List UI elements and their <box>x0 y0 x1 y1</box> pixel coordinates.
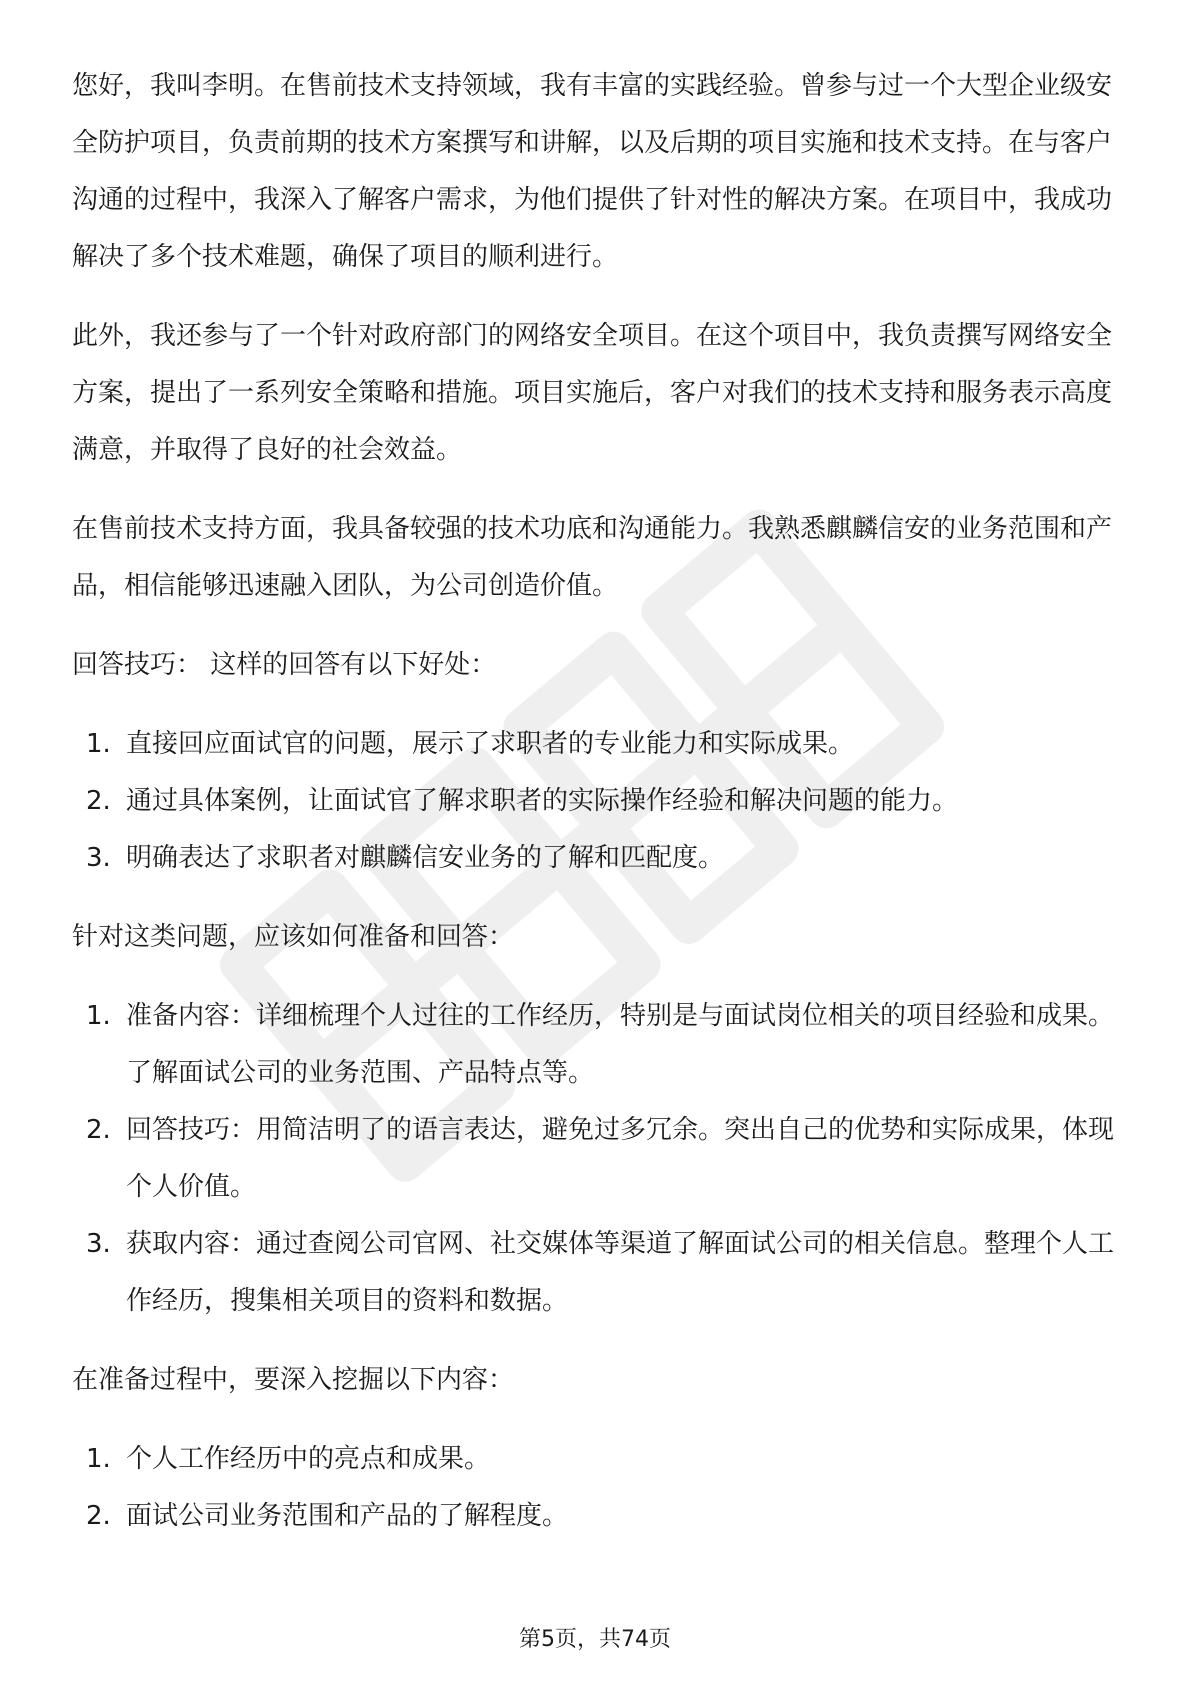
paragraph-3: 在售前技术支持方面，我具备较强的技术功底和沟通能力。我熟悉麒麟信安的业务范围和产品，相信能够迅速融入团队，为公司创造价值。 <box>72 514 1113 601</box>
list-number: 2. <box>86 786 111 816</box>
list-item-text: 个人工作经历中的亮点和成果。 <box>126 1444 491 1474</box>
list-item <box>72 1216 1122 1330</box>
list-item <box>72 1431 1122 1488</box>
list-item <box>72 830 1122 887</box>
paragraph-2: 此外，我还参与了一个针对政府部门的网络安全项目。在这个项目中，我负责撰写网络安全方案，提出了一系列安全策略和措施。项目实施后，客户对我们的技术支持和服务表示高度满意，并取得了良好的社会效益。 <box>72 321 1113 465</box>
list-item-text: 回答技巧：用简洁明了的语言表达，避免过多冗余。突出自己的优势和实际成果，体现个人价值。 <box>126 1115 1115 1202</box>
list-item <box>72 716 1122 773</box>
list-number: 3. <box>86 1229 111 1259</box>
list-item-text: 准备内容：详细梳理个人过往的工作经历，特别是与面试岗位相关的项目经验和成果。了解面试公司的业务范围、产品特点等。 <box>126 1001 1115 1088</box>
list-item <box>72 1102 1122 1216</box>
dig-deep-list <box>72 1431 1122 1545</box>
list-item-text: 面试公司业务范围和产品的了解程度。 <box>126 1501 569 1531</box>
list-item <box>72 773 1122 830</box>
list-number: 2. <box>86 1115 111 1145</box>
list-number: 1. <box>86 729 111 759</box>
list-item <box>72 1488 1122 1545</box>
list-item <box>72 988 1122 1102</box>
list-item-text: 直接回应面试官的问题，展示了求职者的专业能力和实际成果。 <box>126 729 855 759</box>
answer-tips-list <box>72 716 1122 887</box>
paragraph-1: 您好，我叫李明。在售前技术支持领域，我有丰富的实践经验。曾参与过一个大型企业级安全防护项目，负责前期的技术方案撰写和讲解，以及后期的项目实施和技术支持。在与客户沟通的过程中，我深入了解客户需求，为他们提供了针对性的解决方案。在项目中，我成功解决了多个技术难题，确保了项目的顺利进行。 <box>72 71 1113 272</box>
section-heading-answer-tips: 回答技巧： 这样的回答有以下好处： <box>72 650 497 680</box>
section-heading-dig-deep: 在准备过程中，要深入挖掘以下内容： <box>72 1365 515 1395</box>
page-number-footer: 第5页，共74页 <box>519 1627 671 1652</box>
preparation-list <box>72 988 1122 1330</box>
list-item-text: 获取内容：通过查阅公司官网、社交媒体等渠道了解面试公司的相关信息。整理个人工作经历，搜集相关项目的资料和数据。 <box>126 1229 1115 1316</box>
list-number: 2. <box>86 1501 111 1531</box>
section-heading-preparation: 针对这类问题，应该如何准备和回答： <box>72 922 515 952</box>
list-number: 1. <box>86 1001 111 1031</box>
list-item-text: 通过具体案例，让面试官了解求职者的实际操作经验和解决问题的能力。 <box>126 786 959 816</box>
list-item-text: 明确表达了求职者对麒麟信安业务的了解和匹配度。 <box>126 843 725 873</box>
list-number: 1. <box>86 1444 111 1474</box>
document-body <box>72 58 1122 1567</box>
list-number: 3. <box>86 843 111 873</box>
